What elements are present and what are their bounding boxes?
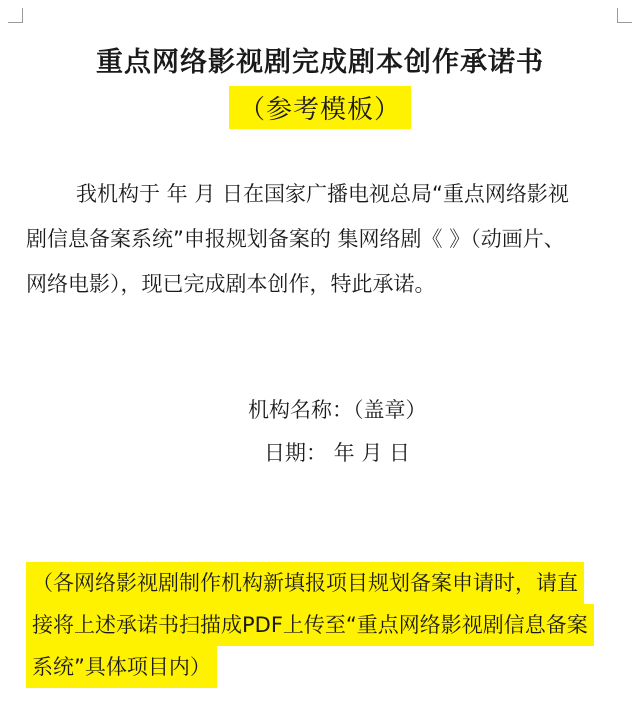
note-line-1: （各网络影视剧制作机构新填报项目规划备案申请时，请直 xyxy=(26,562,584,604)
instruction-note xyxy=(26,562,622,688)
organization-name-label: 机构名称：（盖章） xyxy=(248,398,427,422)
document-subtitle: （参考模板） xyxy=(229,86,411,129)
page-corner-mark-left xyxy=(8,8,23,23)
body-line-3: 网络电影），现已完成剧本创作，特此承诺。 xyxy=(26,272,436,296)
page-corner-mark-right xyxy=(617,8,632,23)
date-label: 日期： 年 月 日 xyxy=(264,441,411,465)
body-line-2: 剧信息备案系统”申报规划备案的 集网络剧《 》（动画片、 xyxy=(26,227,565,251)
commitment-paragraph xyxy=(26,172,616,307)
note-line-2: 接将上述承诺书扫描成PDF上传至“重点网络影视剧信息备案 xyxy=(26,604,594,646)
document-title: 重点网络影视剧完成剧本创作承诺书 xyxy=(96,47,544,78)
subtitle-container xyxy=(0,86,640,129)
note-line-3: 系统”具体项目内） xyxy=(26,646,217,688)
body-line-1: 我机构于 年 月 日在国家广播电视总局“重点网络影视 xyxy=(76,182,569,206)
